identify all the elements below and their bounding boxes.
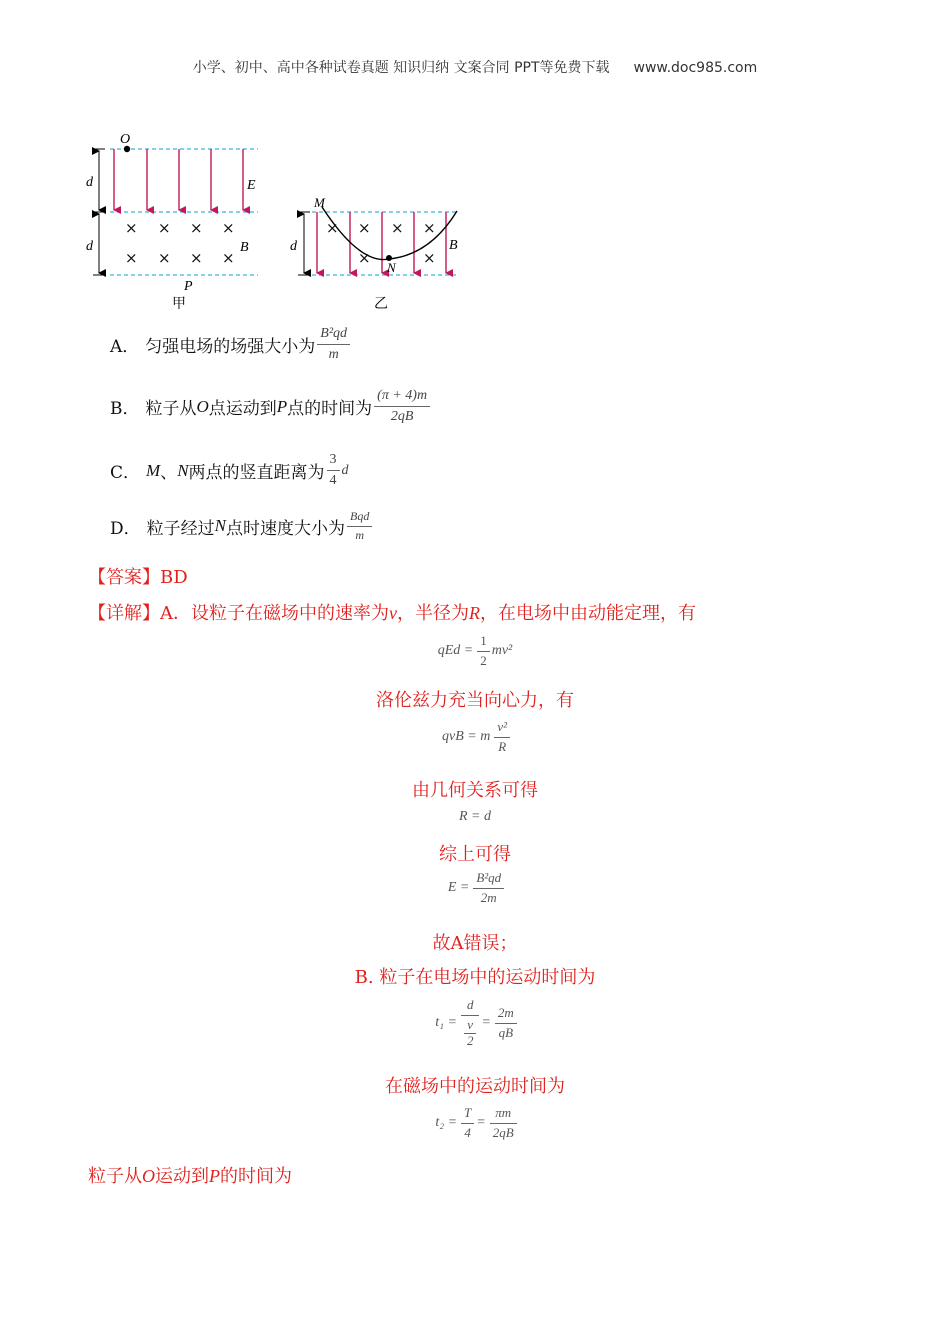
svg-text:×: × — [423, 219, 436, 237]
option-b: B． 粒子从 O 点运动到 P 点的时间为 $\frac{(\pi + 4)m}{2qB}$ — [110, 388, 430, 425]
label-b-left: B — [240, 240, 249, 255]
svg-text:×: × — [326, 219, 339, 237]
detail-line-a-wrong: 故A错误； — [432, 933, 518, 954]
detail-intro: 【详解】A．设粒子在磁场中的速率为v，半径为R，在电场中由动能定理，有 — [88, 603, 696, 624]
label-e: E — [247, 178, 256, 193]
option-a-fraction: $\frac{\text{B²qd}}{m}$ — [317, 326, 350, 363]
option-c-fraction: $\frac{3}{4}$ — [327, 452, 340, 489]
header-text: 小学、初中、高中各种试卷真题 知识归纳 文案合同 PPT等免费下载 — [192, 60, 610, 76]
physics-figure — [80, 125, 480, 315]
label-n: N — [387, 260, 396, 275]
detail-line-b-intro: B. 粒子在电场中的运动时间为 — [354, 967, 596, 988]
option-c: C． M 、 N 两点的竖直距离为 $\frac{3}{4}$ d — [110, 452, 349, 489]
detail-line-lorentz: 洛伦兹力充当向心力，有 — [376, 690, 574, 711]
figure-left — [86, 132, 258, 312]
trajectory-curve — [322, 207, 457, 260]
detail-line-magnetic-time: 在磁场中的运动时间为 — [385, 1076, 565, 1097]
svg-text:×: × — [391, 219, 404, 237]
field-lines-e — [114, 149, 243, 210]
label-p: P — [184, 279, 193, 294]
detail-line-combine: 综上可得 — [439, 844, 511, 865]
label-b-right: B — [449, 238, 458, 253]
svg-text:×: × — [423, 249, 436, 267]
option-d-fraction: $\frac{\text{Bqd}}{m}$ — [347, 510, 372, 543]
svg-text:×: × — [125, 249, 138, 267]
svg-text:×: × — [358, 249, 371, 267]
equation-e-field: E = $\frac{\text{B²qd}}{2m}$ — [0, 871, 950, 906]
option-b-fraction: $\frac{(\pi + 4)m}{2qB}$ — [374, 388, 430, 425]
equation-radius: R = d — [459, 809, 491, 824]
label-d2: d — [86, 239, 93, 254]
svg-text:×: × — [358, 219, 371, 237]
option-d: D． 粒子经过 N 点时速度大小为 $\frac{\text{Bqd}}{m}$ — [110, 510, 372, 543]
label-m: M — [314, 195, 325, 210]
equation-t2: t₂ = $\frac{T}{4}$ = $\frac{\pi m}{2qB}$ — [0, 1106, 950, 1141]
label-d-right: d — [290, 239, 297, 254]
label-o: O — [120, 132, 131, 147]
caption-yi: 乙 — [374, 296, 388, 312]
svg-text:×: × — [222, 249, 235, 267]
equation-lorentz: qvB = m $\frac{\text{v²}}{R}$ — [0, 720, 950, 755]
equation-t1: t₁ = d v 2 = $\frac{2m}{qB}$ — [0, 998, 950, 1049]
svg-text:×: × — [158, 249, 171, 267]
figure-right — [290, 195, 458, 312]
detail-line-geometry: 由几何关系可得 — [412, 780, 538, 801]
caption-jia: 甲 — [172, 296, 186, 312]
svg-text:×: × — [158, 219, 171, 237]
svg-text:×: × — [125, 219, 138, 237]
header-site-link[interactable]: www.doc985.com — [633, 60, 758, 76]
answer-value: BD — [160, 567, 188, 588]
option-a: A． 匀强电场的场强大小为 $\frac{\text{B²qd}}{m}$ — [110, 326, 350, 363]
detail-line-total-time: 粒子从O运动到P的时间为 — [88, 1166, 292, 1187]
svg-text:×: × — [190, 249, 203, 267]
answer-line: 【答案】BD — [88, 567, 188, 588]
label-d1: d — [86, 175, 93, 190]
magnetic-crosses-left — [125, 219, 235, 267]
svg-text:×: × — [222, 219, 235, 237]
equation-energy: qEd = $\frac{1}{2}$ mv² — [437, 633, 513, 668]
svg-text:×: × — [190, 219, 203, 237]
page-header — [0, 57, 950, 77]
